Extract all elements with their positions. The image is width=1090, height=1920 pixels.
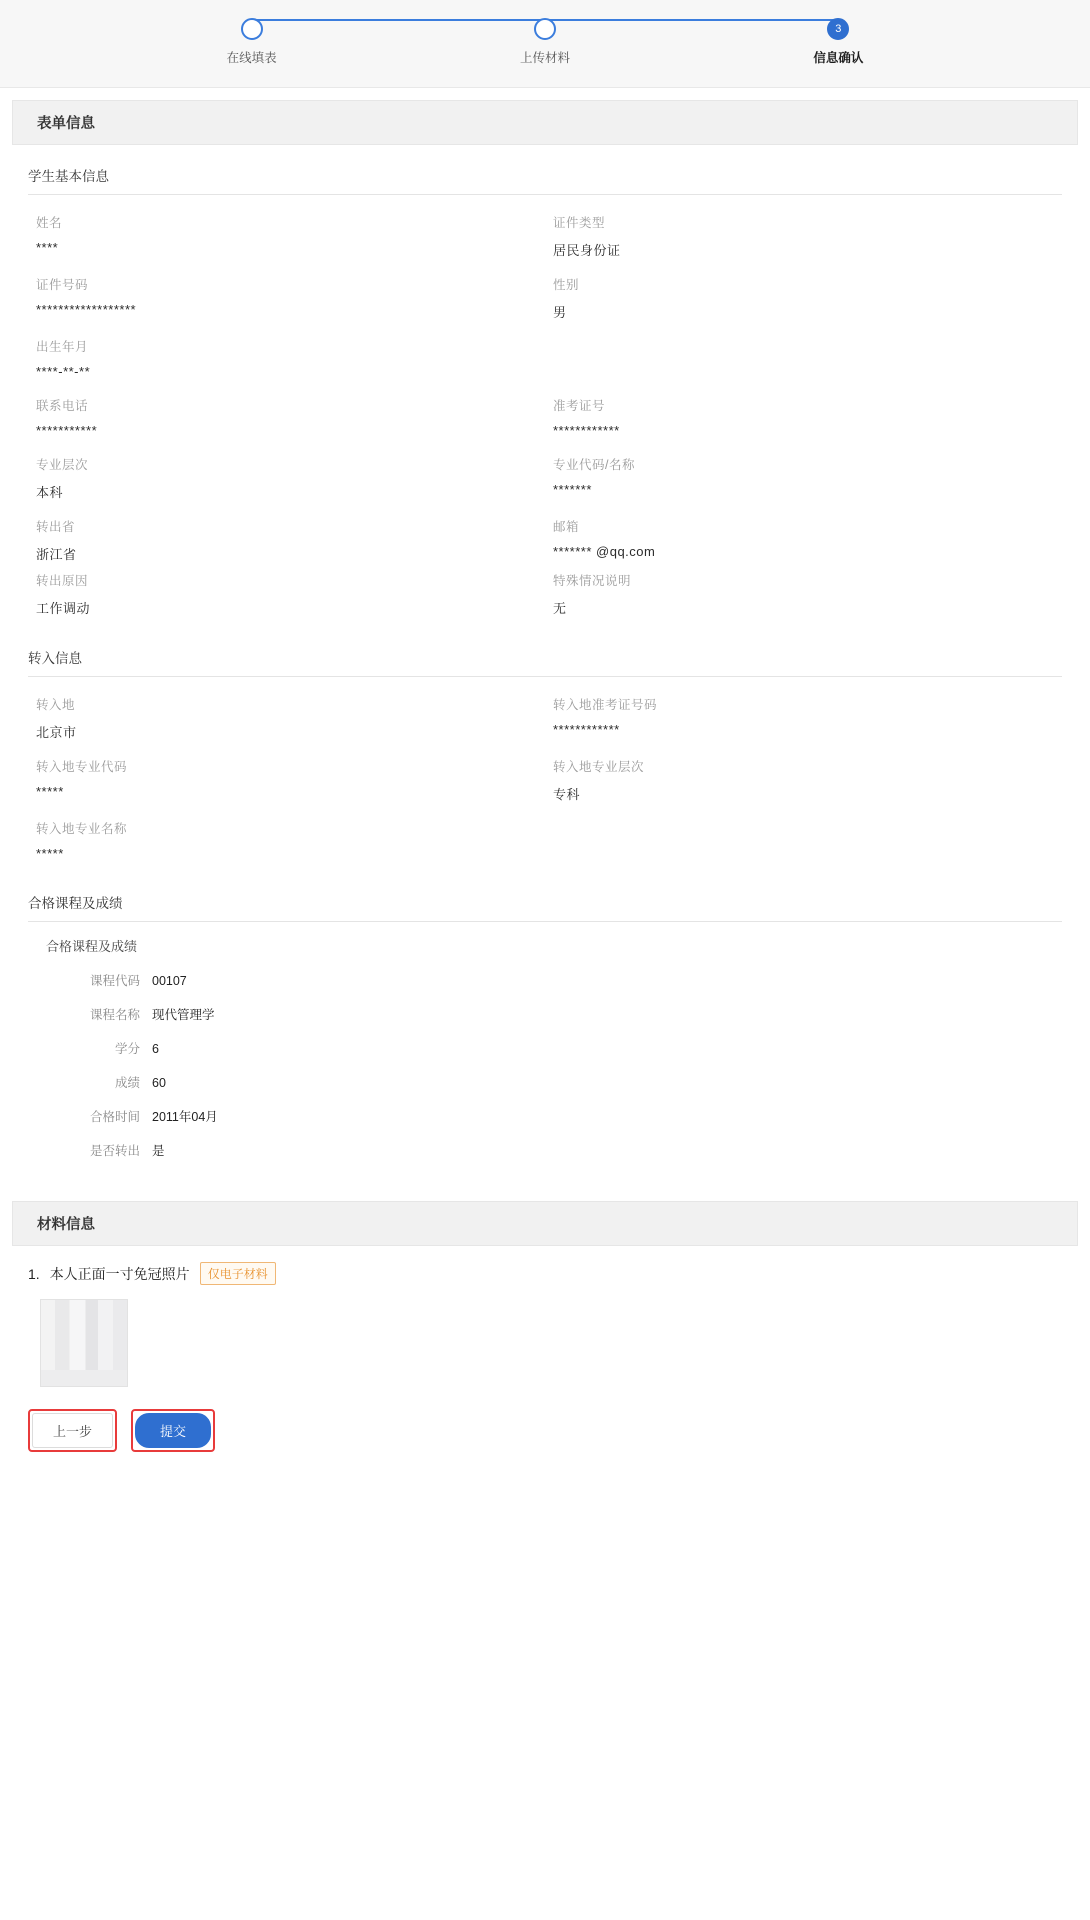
material-item-1 (12, 1246, 1078, 1387)
basic-info-grid (12, 195, 1078, 627)
field-value: 居民身份证 (553, 243, 621, 258)
field-label: 转入地 (36, 698, 76, 712)
material-info-card (12, 1201, 1078, 1478)
field-id-type (545, 207, 1062, 269)
field-value: ************ (553, 722, 620, 737)
field-label: 转出省 (36, 520, 76, 534)
field-value: ****-**-** (36, 364, 91, 379)
field-label: 转入地专业代码 (36, 760, 128, 774)
field-label: 转出原因 (36, 574, 89, 588)
field-birth-date (28, 331, 545, 390)
course-row-credits (42, 1039, 1062, 1057)
field-label: 证件号码 (36, 278, 89, 292)
field-transfer-in-major-level (545, 751, 1062, 813)
course-row-code (42, 971, 1062, 989)
field-label: 性别 (553, 278, 580, 292)
field-label: 证件类型 (553, 216, 606, 230)
field-label: 转入地专业层次 (553, 760, 645, 774)
step-item-2[interactable] (398, 10, 691, 66)
step-circle-2 (534, 18, 556, 40)
field-label: 转入地准考证号码 (553, 698, 658, 712)
course-label: 成绩 (114, 1076, 140, 1090)
material-title-row (28, 1262, 1062, 1285)
course-value: 现代管理学 (152, 1008, 215, 1022)
course-label: 是否转出 (89, 1144, 140, 1158)
course-value: 00107 (152, 974, 187, 988)
progress-stepper (0, 0, 1090, 88)
step-item-3[interactable] (692, 10, 985, 66)
course-row-score (42, 1073, 1062, 1091)
material-index: 1. (28, 1265, 40, 1282)
field-value: ******* (553, 482, 592, 497)
field-transfer-in-major-code (28, 751, 545, 813)
transfer-in-grid (12, 677, 1078, 872)
field-value: 专科 (553, 787, 581, 802)
form-info-card (12, 100, 1078, 1189)
field-label: 专业代码/名称 (553, 458, 635, 472)
field-label: 特殊情况说明 (553, 574, 632, 588)
step-label-1: 在线填表 (226, 51, 277, 65)
field-value: 本科 (36, 485, 64, 500)
field-label: 出生年月 (36, 340, 89, 354)
material-section-title: 材料信息 (12, 1201, 1078, 1246)
field-value (553, 828, 1054, 844)
field-label: 邮箱 (553, 520, 580, 534)
course-value: 60 (152, 1076, 166, 1090)
field-value: 浙江省 (36, 547, 77, 562)
prev-button-highlight (28, 1409, 117, 1452)
field-name (28, 207, 545, 269)
field-empty-1 (545, 331, 1062, 390)
field-value: ***** (36, 846, 64, 861)
submit-button[interactable]: 提交 (135, 1413, 211, 1448)
step-label-2: 上传材料 (519, 51, 570, 65)
material-tag: 仅电子材料 (200, 1262, 276, 1285)
field-value: ****************** (36, 302, 137, 317)
field-label: 联系电话 (36, 399, 89, 413)
material-name: 本人正面一寸免冠照片 (49, 1265, 190, 1282)
field-email (545, 511, 1062, 565)
step-circle-3: 3 (827, 18, 849, 40)
field-gender (545, 269, 1062, 331)
course-label: 课程名称 (89, 1008, 140, 1022)
field-label: 准考证号 (553, 399, 606, 413)
footer-actions (12, 1387, 1078, 1478)
course-label: 学分 (114, 1042, 140, 1056)
field-major-level (28, 449, 545, 511)
field-value: 无 (553, 601, 567, 616)
form-section-title: 表单信息 (12, 100, 1078, 145)
field-value: ******* @qq.com (553, 544, 656, 559)
field-transfer-in-exam-number (545, 689, 1062, 751)
field-value: 男 (553, 305, 567, 320)
prev-step-button[interactable]: 上一步 (32, 1413, 113, 1448)
field-transfer-in-place (28, 689, 545, 751)
course-value: 6 (152, 1042, 159, 1056)
courses-block (12, 922, 1078, 1189)
course-value: 2011年04月 (152, 1110, 218, 1124)
course-row-is-transferred (42, 1141, 1062, 1159)
step-circle-1 (241, 18, 263, 40)
field-phone (28, 390, 545, 449)
course-value: 是 (152, 1144, 165, 1158)
course-row-name (42, 1005, 1062, 1023)
field-label: 姓名 (36, 216, 63, 230)
field-value: 北京市 (36, 725, 77, 740)
courses-subtitle: 合格课程及成绩 (46, 939, 138, 954)
field-value (553, 346, 1054, 362)
step-label-3: 信息确认 (813, 51, 864, 65)
step-item-1[interactable] (105, 10, 398, 66)
group-title-basic: 学生基本信息 (28, 165, 1062, 195)
field-value: *********** (36, 423, 98, 438)
field-value: 工作调动 (36, 601, 91, 616)
course-label: 课程代码 (89, 974, 140, 988)
field-label: 专业层次 (36, 458, 89, 472)
field-major-code-name (545, 449, 1062, 511)
group-title-transfer-in: 转入信息 (28, 647, 1062, 677)
course-row-pass-date (42, 1107, 1062, 1125)
field-transfer-out-reason (28, 565, 545, 627)
course-label: 合格时间 (89, 1110, 140, 1124)
field-value: **** (36, 240, 59, 255)
field-value: ***** (36, 784, 64, 799)
field-exam-number (545, 390, 1062, 449)
field-empty-2 (545, 813, 1062, 872)
field-id-number (28, 269, 545, 331)
field-label: 转入地专业名称 (36, 822, 128, 836)
field-transfer-in-major-name (28, 813, 545, 872)
submit-button-highlight (131, 1409, 215, 1452)
field-value: ************ (553, 423, 620, 438)
group-title-courses: 合格课程及成绩 (28, 892, 1062, 922)
field-transfer-out-province (28, 511, 545, 565)
material-thumbnail[interactable] (40, 1299, 128, 1387)
field-special-note (545, 565, 1062, 627)
